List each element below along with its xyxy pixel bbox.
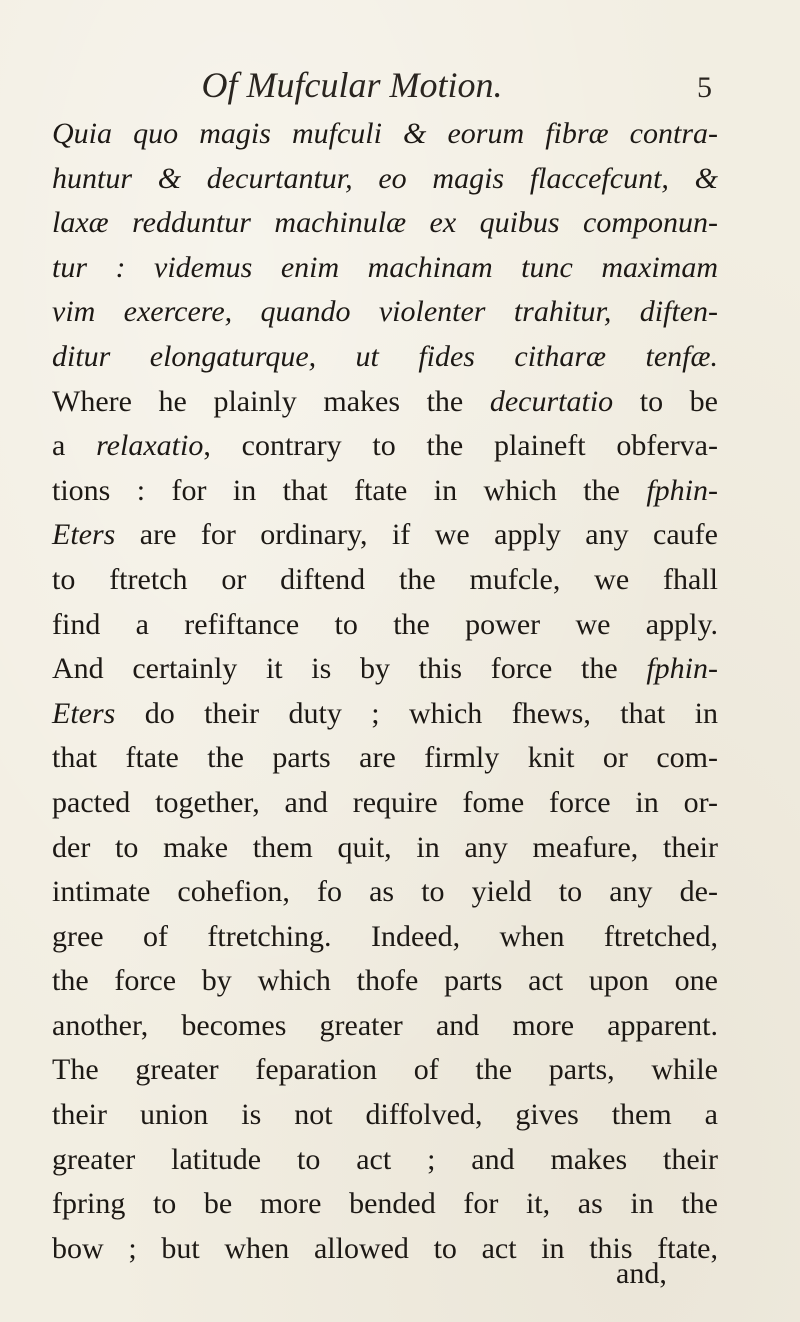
text-segment: And certainly it is by this force the [52,652,647,686]
text-line: fpring to be more bended for it, as in the [52,1187,718,1221]
text-line: ditur elongaturque, ut fides citharæ tenfæ. [52,339,718,373]
text-line: huntur & decurtantur, eo magis flaccefcunt, & [52,161,718,195]
italic-term: decurtatio [489,384,614,418]
text-line: another, becomes greater and more apparent. [52,1008,718,1042]
text-line: bow ; but when allowed to act in this ftate, [52,1231,718,1265]
running-head: Of Mufcular Motion. [201,65,503,105]
text-line [52,692,718,737]
text-line: gree of ftretching. Indeed, when ftretched, [52,919,718,953]
text-line: pacted together, and require fome force in or- [52,785,718,819]
text-line [52,513,718,558]
text-line: tur : videmus enim machinam tunc maximam [52,250,718,284]
text-segment: tions : for in that ftate in which the [52,473,647,507]
text-segment: , contrary to the plaineft obferva- [203,429,718,463]
italic-term: Eters [52,518,116,552]
text-segment: are for ordinary, if we apply any caufe [115,518,718,552]
page-header [92,62,712,108]
text-line [52,469,718,514]
page-number: 5 [697,71,712,104]
text-line: laxæ redduntur machinulæ ex quibus componun- [52,206,718,240]
text-segment: a [52,429,97,463]
text-line: find a refiftance to the power we apply. [52,607,718,641]
italic-term: fphin- [646,473,718,507]
text-line: The greater feparation of the parts, while [52,1053,718,1087]
body-text [52,112,718,1271]
text-line: vim exercere, quando violenter trahitur, diften- [52,295,718,329]
italic-term: fphin- [646,652,718,686]
text-segment: to be [613,384,718,418]
text-segment: Where he plainly makes the [52,384,490,418]
text-line: their union is not diffolved, gives them a [52,1098,718,1132]
text-line [52,380,718,425]
text-line: to ftretch or diftend the mufcle, we fhall [52,562,718,596]
text-line: der to make them quit, in any meafure, their [52,830,718,864]
text-line: the force by which thofe parts act upon one [52,964,718,998]
text-line [52,647,718,692]
italic-term: relaxatio [96,429,204,463]
text-line [52,424,718,469]
text-segment: do their duty ; which fhews, that in [115,696,718,730]
italic-term: Eters [52,696,116,730]
text-line: Quia quo magis mufculi & eorum fibræ contra- [52,117,718,150]
text-line: intimate cohefion, fo as to yield to any de- [52,875,718,909]
text-line: greater latitude to act ; and makes their [52,1142,718,1176]
text-line: that ftate the parts are firmly knit or com- [52,741,718,775]
catchword: and, [616,1257,667,1290]
